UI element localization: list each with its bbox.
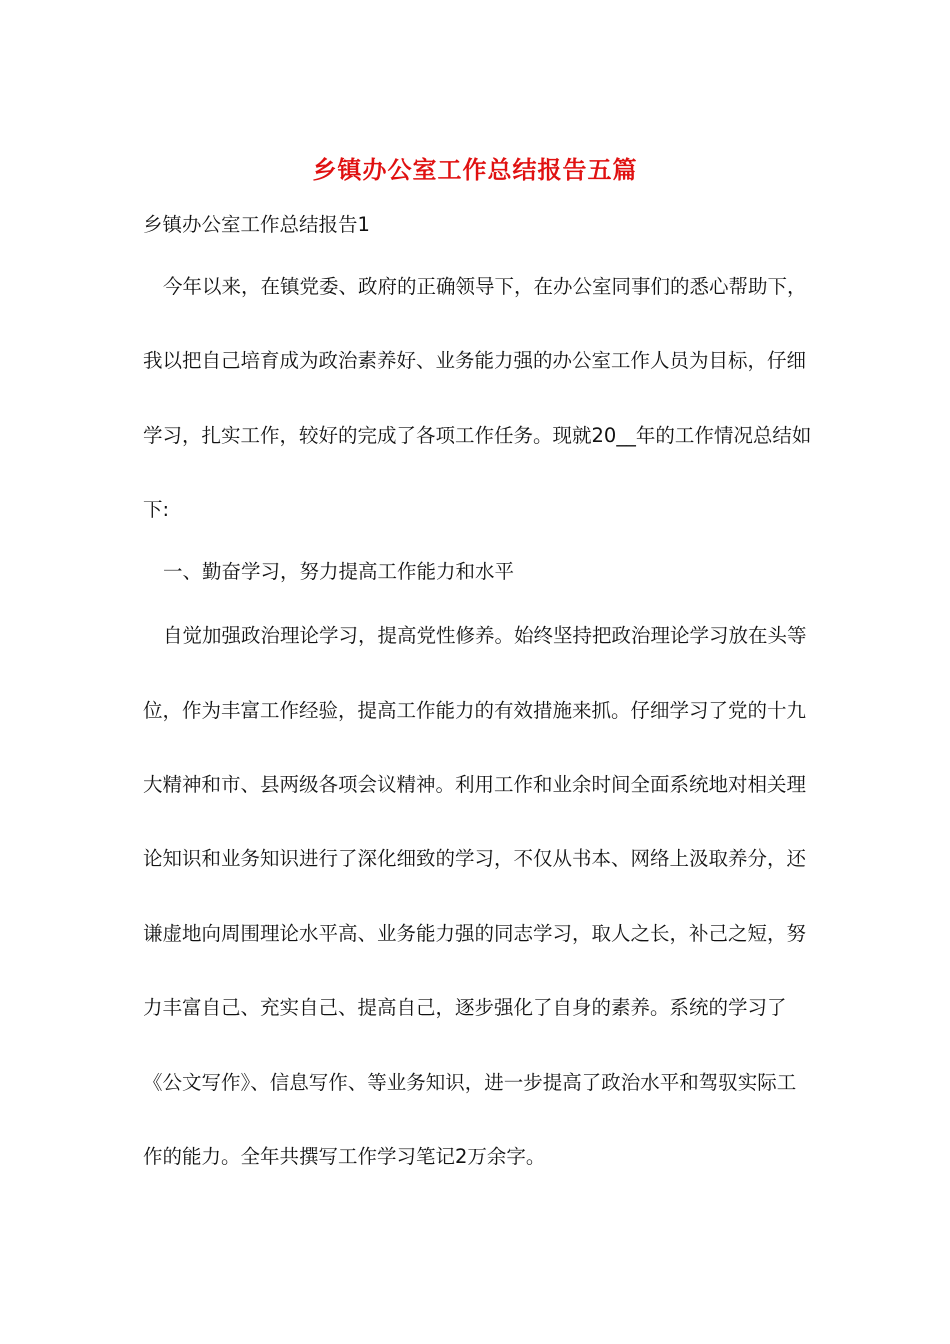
paragraph-line: 《公文写作》、信息写作、等业务知识，进一步提高了政治水平和驾驭实际工 [143,1071,797,1094]
subsection-heading: 一、勤奋学习，努力提高工作能力和水平 [163,560,515,583]
paragraph-line: 大精神和市、县两级各项会议精神。利用工作和业余时间全面系统地对相关理 [143,773,807,796]
paragraph-line: 位，作为丰富工作经验，提高工作能力的有效措施来抓。仔细学习了党的十九 [143,699,807,722]
paragraph-line: 自觉加强政治理论学习，提高党性修养。始终坚持把政治理论学习放在头等 [163,624,807,647]
paragraph-line: 作的能力。全年共撰写工作学习笔记2万余字。 [143,1145,546,1168]
paragraph-line: 今年以来，在镇党委、政府的正确领导下，在办公室同事们的悉心帮助下， [163,275,807,298]
paragraph-line: 我以把自己培育成为政治素养好、业务能力强的办公室工作人员为目标，仔细 [143,349,807,372]
paragraph-line: 学习，扎实工作，较好的完成了各项工作任务。现就20__年的工作情况总结如 [143,424,812,447]
paragraph-line: 谦虚地向周围理论水平高、业务能力强的同志学习，取人之长，补己之短，努 [143,922,807,945]
document-title: 乡镇办公室工作总结报告五篇 [312,155,638,184]
paragraph-line: 下: [143,498,170,521]
paragraph-line: 力丰富自己、充实自己、提高自己，逐步强化了自身的素养。系统的学习了 [143,996,787,1019]
paragraph-line: 论知识和业务知识进行了深化细致的学习，不仅从书本、网络上汲取养分，还 [143,847,807,870]
section-heading: 乡镇办公室工作总结报告1 [143,213,370,236]
